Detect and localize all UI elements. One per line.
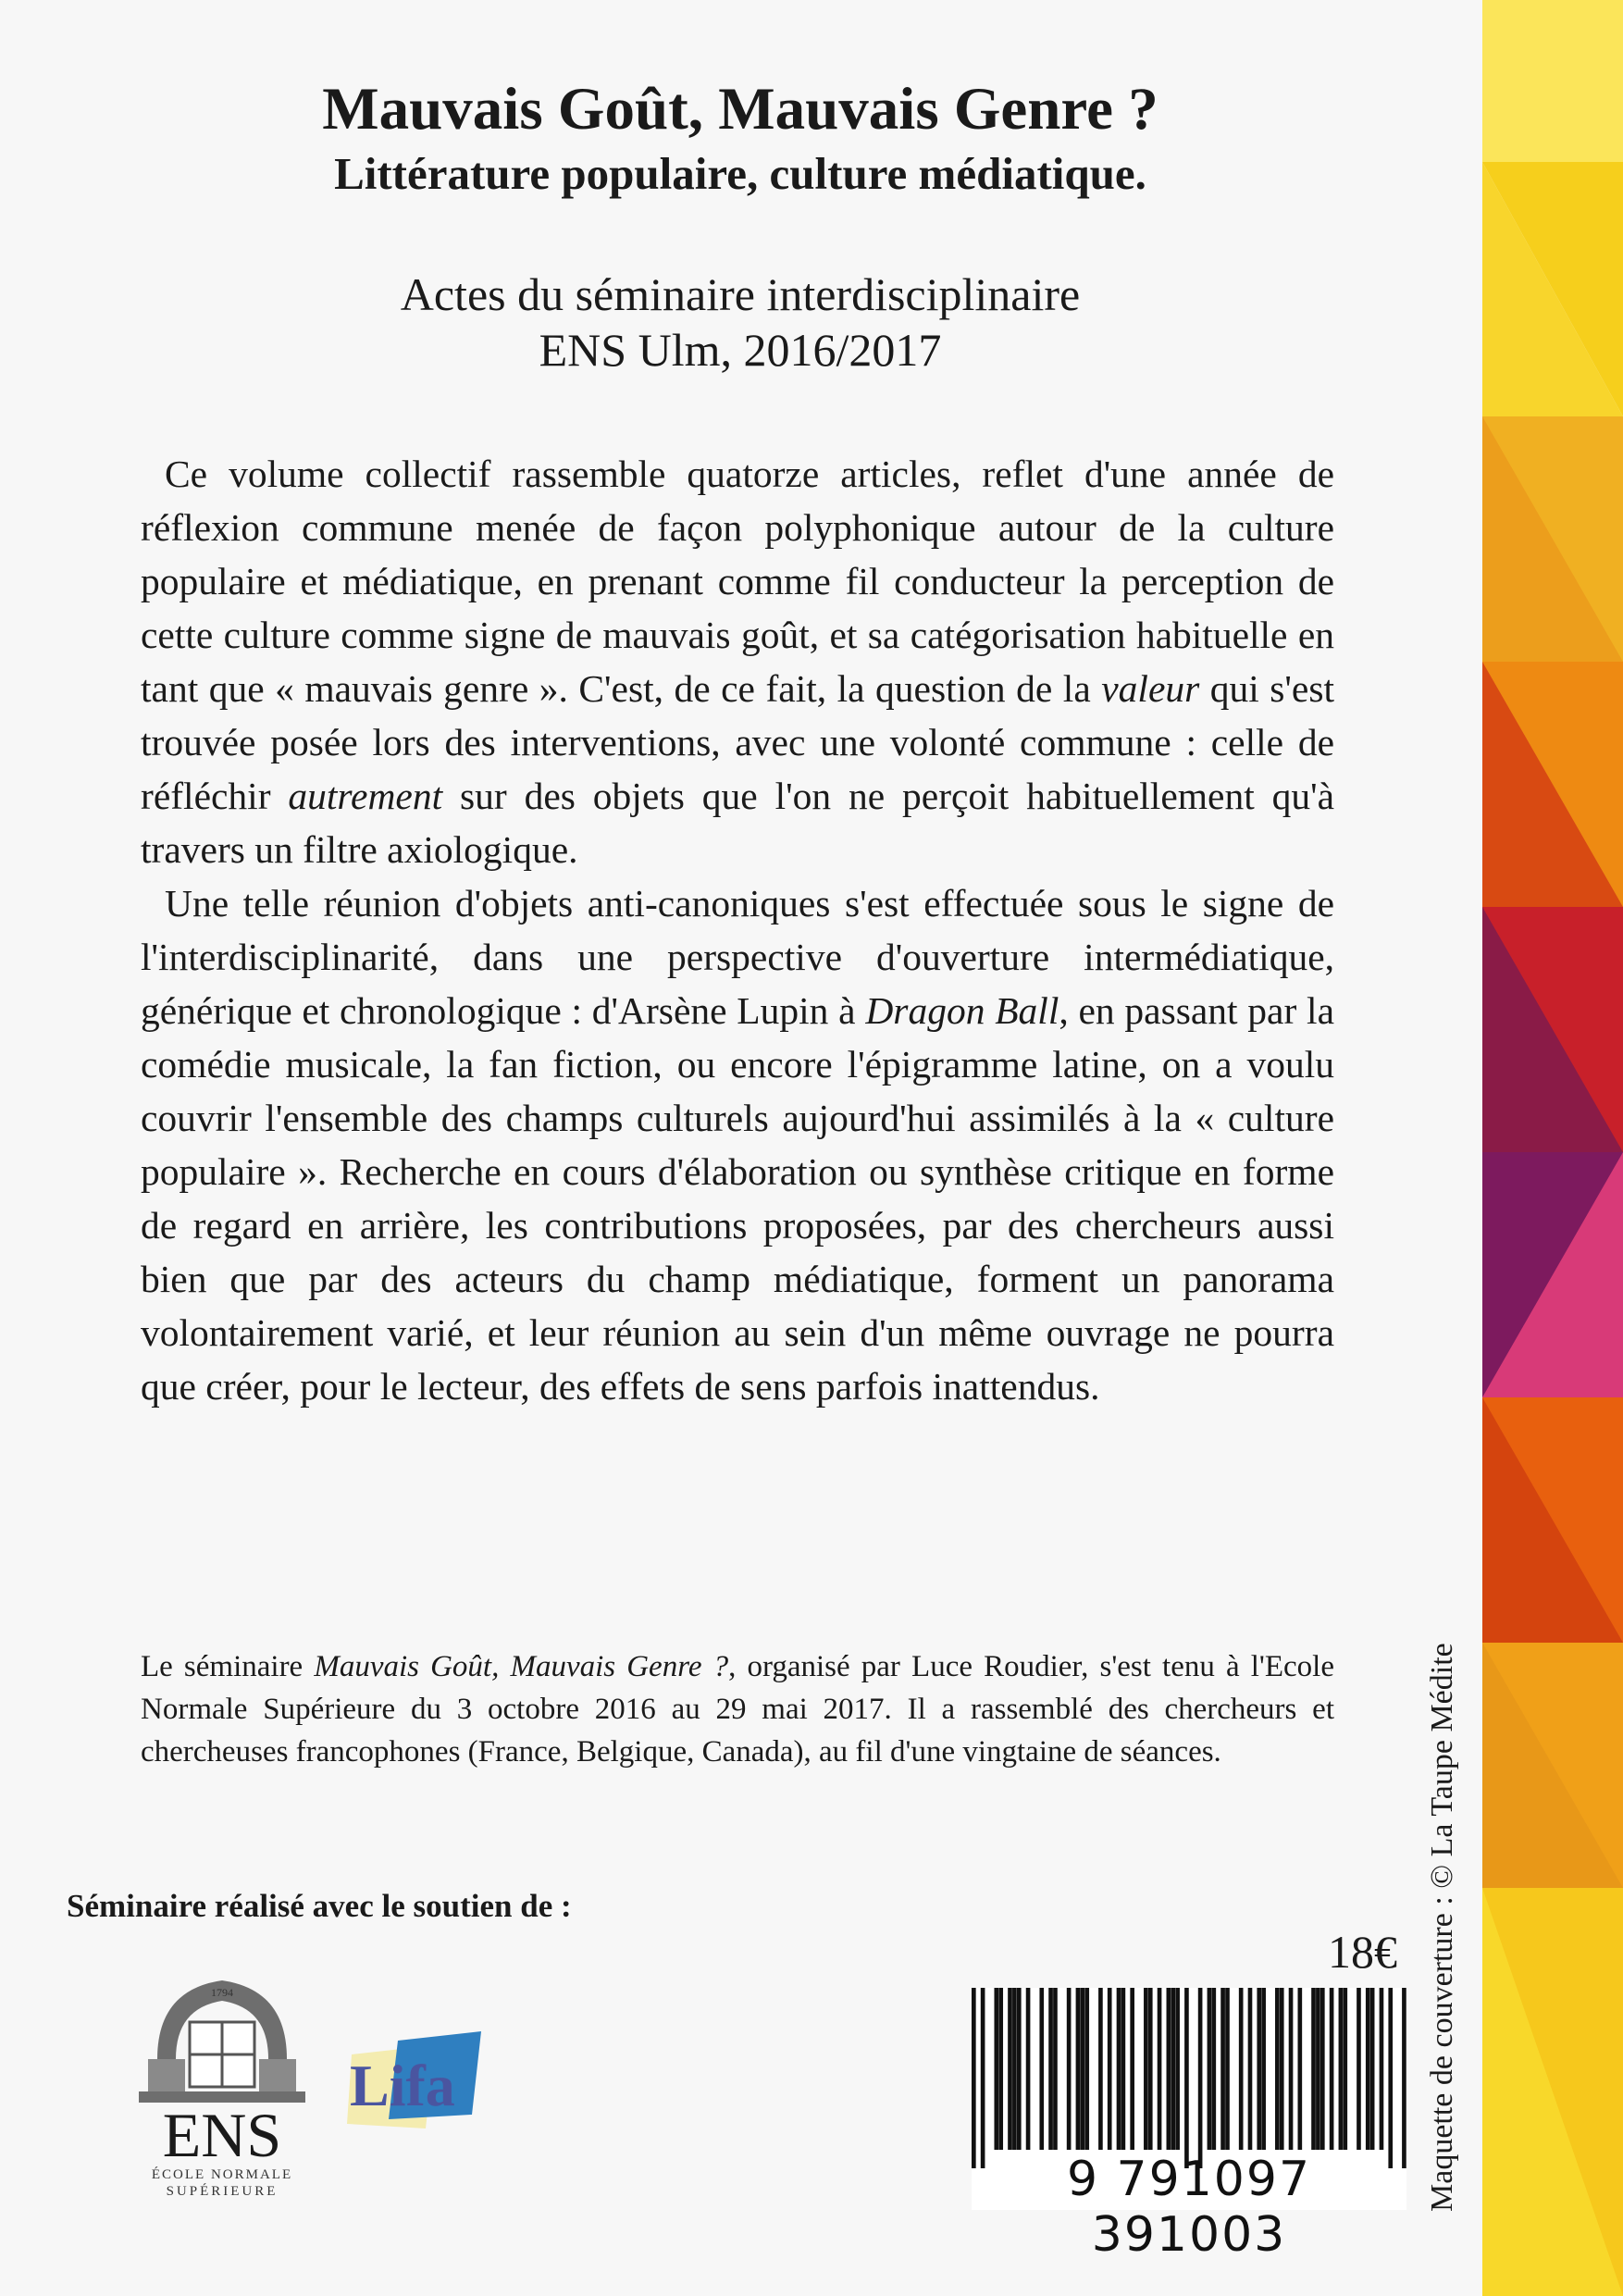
barcode-bar: [1225, 1988, 1230, 2150]
barcode-bar: [1175, 1988, 1180, 2150]
ens-logo-acronym: ENS: [162, 2100, 282, 2170]
barcode-bar: [1198, 1988, 1203, 2168]
ens-logo-line-2: SUPÉRIEURE: [166, 2184, 279, 2199]
barcode-bar: [1171, 1988, 1175, 2150]
barcode-bar: [1084, 1988, 1089, 2150]
barcode-bar: [1366, 1988, 1370, 2150]
barcode-bar: [998, 1988, 1003, 2150]
barcode-bar: [1208, 1988, 1212, 2150]
barcode-bar: [1316, 1988, 1320, 2150]
barcode-bar: [1357, 1988, 1361, 2150]
isbn-number: 9 791097 391003: [1066, 2152, 1312, 2263]
barcode-bar: [1012, 1988, 1017, 2150]
barcode-bar: [1148, 1988, 1153, 2150]
barcode-bar: [1108, 1988, 1112, 2150]
barcode-bar: [1098, 1988, 1103, 2150]
barcode-bar: [1144, 1988, 1148, 2150]
barcode-bar: [1008, 1988, 1012, 2150]
barcode-bar: [1184, 1988, 1189, 2168]
actes-line-2: ENS Ulm, 2016/2017: [539, 324, 942, 376]
summary-text: [141, 447, 1334, 1413]
barcode-bar: [1048, 1988, 1053, 2150]
barcode-bar: [1248, 1988, 1253, 2150]
actes-line-1: Actes du séminaire interdisciplinaire: [400, 268, 1081, 320]
barcode-bar: [1402, 1988, 1406, 2168]
barcode-bar: [1121, 1988, 1126, 2150]
barcode-bar: [1339, 1988, 1344, 2150]
seminar-note: Le séminaire Mauvais Goût, Mauvais Genre ?, organisé par Luce Roudier, s'est tenu à l'Ecole Normale Supérieure du 3 octobre 2016 au 29 mai 2017. Il a rassemblé des chercheurs et chercheuses francophones (France, Belgique, Canada), au fil d'une vingtaine de séances.: [141, 1650, 1334, 1769]
barcode-bar: [981, 1988, 985, 2168]
barcode-bar: [1158, 1988, 1162, 2150]
barcode-bar: [1380, 1988, 1384, 2150]
decorative-color-stripe: [1482, 0, 1623, 2296]
barcode-bar: [1261, 1988, 1266, 2150]
barcode-bar: [1289, 1988, 1294, 2150]
ens-logo-year: 1794: [211, 1986, 233, 1999]
book-title: Mauvais Goût, Mauvais Genre ?: [322, 76, 1158, 143]
barcode-bar: [1388, 1988, 1393, 2168]
barcode-bar: [1076, 1988, 1081, 2150]
barcode-bar: [1280, 1988, 1284, 2150]
barcode-bar: [1017, 1988, 1022, 2150]
barcode-bar: [994, 1988, 998, 2150]
barcode-bar: [1370, 1988, 1375, 2150]
barcode-bar: [1239, 1988, 1244, 2150]
ens-logo: [139, 1971, 305, 2203]
barcode-bar: [1257, 1988, 1261, 2150]
barcode-bar: [1311, 1988, 1316, 2150]
book-subtitle: Littérature populaire, culture médiatique.: [334, 148, 1146, 199]
barcode-bar: [1343, 1988, 1347, 2150]
actes-heading: [111, 267, 1369, 378]
lifa-logo: [342, 2027, 490, 2138]
barcode-bar: [1067, 1988, 1072, 2150]
barcode-bar: [1081, 1988, 1085, 2150]
summary-paragraph-2: Une telle réunion d'objets anti-canoniques s'est effectuée sous le signe de l'interdisciplinarité, dans une perspective d'ouverture intermédiatique, générique et chronologique : d'Arsène Lupin à Dragon Ball, en passant par la comédie musicale, la fan fiction, ou encore l'épigramme latine, on a voulu couvrir l'ensemble des champs culturels aujourd'hui assimilés à la « culture populaire ». Recherche en cours d'élaboration ou synthèse critique en forme de regard en arrière, les contributions proposées, par des chercheurs aussi bien que par des acteurs du champ médiatique, forment un panorama volontairement varié, et leur réunion au sein d'un même ouvrage ne pourra que créer, pour le lecteur, des effets de sens parfois inattendus.: [141, 882, 1334, 1408]
barcode-bar: [1275, 1988, 1280, 2150]
support-label: Séminaire réalisé avec le soutien de :: [67, 1888, 572, 1924]
barcode-bar: [1320, 1988, 1325, 2150]
barcode-bar: [1298, 1988, 1303, 2150]
barcode-bar: [1053, 1988, 1058, 2150]
cover-credit: Maquette de couverture : © La Taupe Médite: [1425, 1643, 1459, 2212]
barcode-bar: [1167, 1988, 1171, 2150]
barcode-bar: [1026, 1988, 1031, 2150]
summary-paragraph-1: Ce volume collectif rassemble quatorze articles, reflet d'une année de réflexion commune menée de façon polyphonique autour de la culture populaire et médiatique, en prenant comme fil conducteur la perception de cette culture comme signe de mauvais goût, et sa catégorisation habituelle en tant que « mauvais genre ». C'est, de ce fait, la question de la valeur qui s'est trouvée posée lors des interventions, avec une volonté commune : celle de réfléchir autrement sur des objets que l'on ne perçoit habituellement qu'à travers un filtre axiologique.: [141, 453, 1335, 871]
barcode-bar: [1039, 1988, 1044, 2150]
barcode-bar: [1130, 1988, 1134, 2150]
barcode-bar: [1117, 1988, 1121, 2150]
ens-logo-line-1: ÉCOLE NORMALE: [151, 2167, 293, 2182]
barcode-bar: [1211, 1988, 1216, 2150]
barcode-bar: [1220, 1988, 1225, 2150]
barcode-bar: [972, 1988, 976, 2168]
lifa-logo-text: Lifa: [350, 2053, 455, 2118]
barcode-bar: [1330, 1988, 1334, 2150]
price-label: 18€: [1328, 1926, 1397, 1978]
